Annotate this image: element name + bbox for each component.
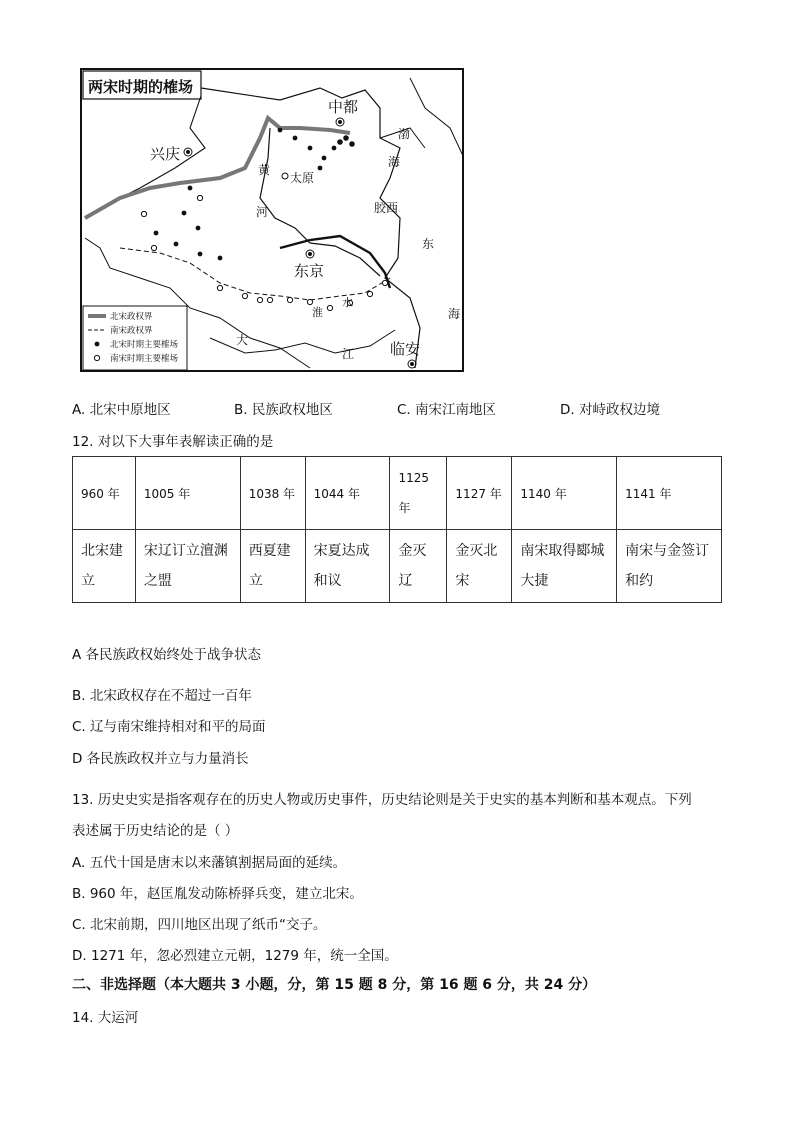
- year-cell: 1141 年: [617, 457, 722, 530]
- song-trade-market-map: [80, 68, 464, 372]
- q12-option-a[interactable]: A 各民族政权始终处于战争状态: [72, 647, 262, 663]
- q12-option-d[interactable]: D 各民族政权并立与力量消长: [72, 751, 249, 767]
- event-cell: 宋辽订立澶渊之盟: [135, 530, 240, 603]
- legend-item: 南宋时期主要榷场: [110, 354, 179, 364]
- q11-option-b[interactable]: B. 民族政权地区: [234, 402, 333, 418]
- q13-option-a[interactable]: A. 五代十国是唐末以来藩镇割据局面的延续。: [72, 855, 347, 871]
- event-timeline-table: [72, 456, 722, 603]
- legend-item: 南宋政权界: [110, 326, 153, 336]
- map-title: 两宋时期的榷场: [88, 78, 194, 96]
- place-linan: 临安: [390, 340, 421, 358]
- event-cell: 宋夏达成和议: [305, 530, 390, 603]
- place-taiyuan: 太原: [290, 171, 315, 185]
- label-shui: 水: [342, 296, 353, 309]
- year-cell: 960 年: [73, 457, 136, 530]
- q12-option-c[interactable]: C. 辽与南宋维持相对和平的局面: [72, 719, 266, 735]
- section-heading: 二、非选择题（本大题共 3 小题，分，第 15 题 8 分，第 16 题 6 分，共 24 分）: [72, 977, 597, 993]
- q11-option-c[interactable]: C. 南宋江南地区: [397, 402, 497, 418]
- label-huang: 黄: [258, 163, 271, 177]
- label-huai: 淮: [312, 306, 323, 319]
- legend-item: 北宋时期主要榷场: [110, 340, 179, 350]
- q11-option-a[interactable]: A. 北宋中原地区: [72, 402, 171, 418]
- label-da: 大: [236, 333, 249, 347]
- year-cell: 1127 年: [447, 457, 512, 530]
- q13-option-b[interactable]: B. 960 年，赵匡胤发动陈桥驿兵变，建立北宋。: [72, 886, 363, 902]
- place-xingqing: 兴庆: [150, 145, 181, 163]
- q13-stem-line2: 表述属于历史结论的是（ ）: [72, 823, 239, 839]
- place-dongjing: 东京: [294, 262, 325, 280]
- label-hai1: 海: [388, 155, 401, 169]
- q14-stem: 14. 大运河: [72, 1010, 139, 1026]
- q11-options: [72, 398, 722, 420]
- place-zhongdu: 中都: [328, 98, 359, 116]
- year-cell: 1044 年: [305, 457, 390, 530]
- table-row: [73, 530, 722, 603]
- label-dong: 东: [422, 237, 435, 251]
- event-cell: 北宋建立: [73, 530, 136, 603]
- q11-option-d[interactable]: D. 对峙政权边境: [560, 402, 660, 418]
- year-cell: 1005 年: [135, 457, 240, 530]
- map-legend: [83, 306, 187, 370]
- label-jiang: 江: [342, 347, 355, 361]
- label-bo: 渤: [398, 127, 411, 141]
- label-hai2: 海: [448, 307, 461, 321]
- q12-stem: 12. 对以下大事年表解读正确的是: [72, 434, 274, 450]
- q13-option-d[interactable]: D. 1271 年，忽必烈建立元朝，1279 年，统一全国。: [72, 948, 398, 964]
- place-jiaoxi: 胶西: [374, 201, 399, 215]
- event-cell: 南宋取得郾城大捷: [512, 530, 617, 603]
- event-cell: 金灭北宋: [447, 530, 512, 603]
- year-cell: 1125 年: [390, 457, 447, 530]
- event-cell: 南宋与金签订和约: [617, 530, 722, 603]
- q13-option-c[interactable]: C. 北宋前期，四川地区出现了纸币“交子。: [72, 917, 327, 933]
- legend-item: 北宋政权界: [110, 312, 153, 322]
- q12-option-b[interactable]: B. 北宋政权存在不超过一百年: [72, 688, 252, 704]
- event-cell: 金灭辽: [390, 530, 447, 603]
- year-cell: 1140 年: [512, 457, 617, 530]
- year-cell: 1038 年: [240, 457, 305, 530]
- table-row: [73, 457, 722, 530]
- q13-stem-line1: 13. 历史史实是指客观存在的历史人物或历史事件，历史结论则是关于史实的基本判断和基本观点。下列: [72, 792, 692, 808]
- event-cell: 西夏建立: [240, 530, 305, 603]
- label-he: 河: [256, 205, 269, 219]
